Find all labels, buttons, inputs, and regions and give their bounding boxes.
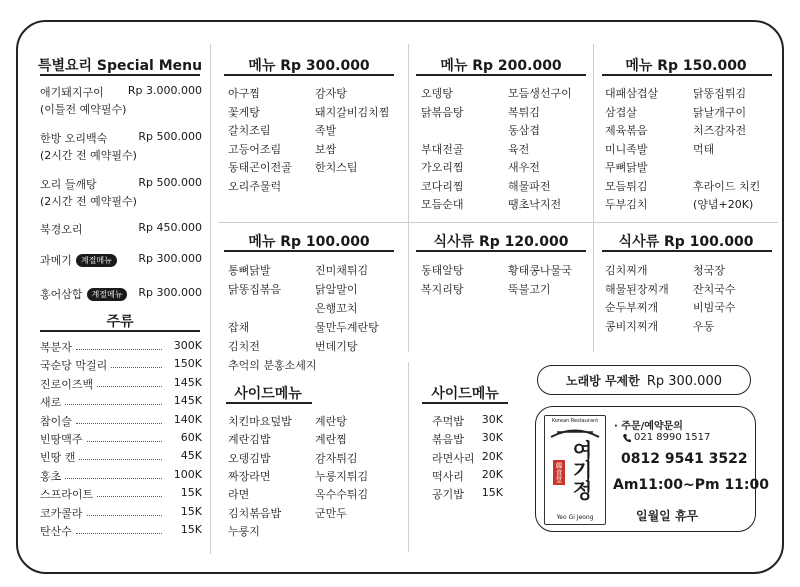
side-item: 짜장라면 <box>228 469 271 483</box>
menu-item: 은행꼬치 <box>315 302 358 315</box>
side-item-price: 20K <box>481 449 503 463</box>
leader-dots <box>87 515 162 516</box>
menu-item: 땡초낙지전 <box>508 198 562 211</box>
menu-item: 청국장 <box>693 264 725 277</box>
title-underline <box>416 250 586 252</box>
menu-item: 모듬튀김 <box>605 179 648 193</box>
menu-item: 번데기탕 <box>315 340 358 353</box>
drink-price: 140K <box>173 412 202 426</box>
special-item-price: Rp 450.000 <box>138 221 202 234</box>
side-item-price: 15K <box>481 486 503 500</box>
menu-item: 돼지갈비김치찜 <box>315 105 390 119</box>
menu-item: 순두부찌개 <box>605 301 659 314</box>
drink-name: 빈땅 캔 <box>40 451 76 465</box>
drink-price: 45K <box>180 449 202 463</box>
special-item-note: (2시간 전 예약필수) <box>40 149 137 162</box>
menu-board <box>16 20 784 574</box>
leader-dots <box>87 441 162 442</box>
logo-seal: 韓食堂 <box>555 462 563 483</box>
menu-item: 꽃게탕 <box>228 105 260 119</box>
leader-dots <box>111 367 162 368</box>
title-underline <box>40 74 200 76</box>
seasonal-badge: 계절메뉴 <box>87 288 128 301</box>
menu-item: 비빔국수 <box>693 301 736 314</box>
closed-day: 일월일 휴무 <box>636 509 699 523</box>
menu-item: 김치찌개 <box>605 264 648 277</box>
menu-item: 복튀김 <box>508 105 540 119</box>
special-item-price: Rp 3.000.000 <box>127 84 202 97</box>
logo-bottom-text: Yeo Gi Jeong <box>556 514 594 521</box>
side-item: 김치볶음밥 <box>228 506 282 520</box>
drink-price: 150K <box>173 357 202 371</box>
menu-item: 동태곤이전골 <box>228 161 292 174</box>
drink-name: 홍초 <box>40 469 62 483</box>
menu-item: 제육볶음 <box>605 124 648 137</box>
menu-item: 미니족발 <box>605 142 648 156</box>
menu-item: 우동 <box>693 319 715 333</box>
menu-item: 한치스팀 <box>315 161 358 174</box>
drink-price: 100K <box>173 467 202 481</box>
drink-name: 빈땅맥주 <box>40 433 83 446</box>
special-item-name: 애기돼지구이 <box>40 86 104 99</box>
drink-price: 15K <box>180 523 202 536</box>
drink-price: 300K <box>173 339 202 352</box>
title-underline <box>40 330 200 332</box>
special-item-name: 한방 오리백숙 <box>40 132 108 145</box>
menu-item: 황태콩나물국 <box>508 264 572 277</box>
menu-item: (양념+20K) <box>693 198 754 211</box>
title-underline <box>416 74 586 76</box>
side-item-name: 라면사리 <box>432 451 475 465</box>
logo-main-text: 여기정 <box>569 440 593 500</box>
side-item: 라면 <box>228 488 250 502</box>
side-item-price: 30K <box>481 413 503 426</box>
column-divider <box>408 362 409 552</box>
drink-name: 복분자 <box>40 341 72 354</box>
menu-item: 고등어조림 <box>228 142 282 156</box>
side-menu-title: 사이드메뉴 <box>234 386 302 402</box>
special-item-note: (2시간 전 예약필수) <box>40 195 137 208</box>
title-underline <box>602 250 772 252</box>
leader-dots <box>79 459 162 460</box>
side-item-name: 떡사리 <box>432 469 464 483</box>
restaurant-info-card <box>535 406 770 532</box>
side-item: 옥수수튀김 <box>315 488 369 502</box>
karaoke-label: 노래방 무제한 <box>565 374 640 388</box>
menu-150-title: 메뉴 Rp 150.000 <box>625 58 747 74</box>
menu-item: 닭볶음탕 <box>421 105 464 119</box>
menu-item: 뚝불고기 <box>508 282 551 296</box>
drink-price: 60K <box>180 431 202 444</box>
column-divider <box>408 228 409 352</box>
menu-item: 추억의 분홍소세지 <box>228 359 317 372</box>
column-divider <box>210 44 211 554</box>
column-divider <box>593 44 594 236</box>
landline-number: 021 8990 1517 <box>634 432 711 443</box>
special-item-name: 오리 들깨탕 <box>40 178 97 191</box>
menu-item: 오리주물럭 <box>228 179 282 193</box>
special-item-name: 북경오리 <box>40 223 83 236</box>
leader-dots <box>97 496 162 497</box>
drink-price: 145K <box>173 375 202 389</box>
leader-dots <box>65 404 162 405</box>
menu-item: 코다리찜 <box>421 179 464 193</box>
menu-item: 잔치국수 <box>693 282 736 296</box>
title-underline <box>224 250 394 252</box>
side-item-name: 주먹밥 <box>432 415 464 428</box>
title-underline <box>226 402 312 404</box>
special-item-note: (이틀전 예약필수) <box>40 103 127 116</box>
order-label: · 주문/예약문의 <box>614 421 683 432</box>
leader-dots <box>76 423 162 424</box>
leader-dots <box>97 386 162 387</box>
menu-item: 아구찜 <box>228 87 260 100</box>
menu-item: 새우전 <box>508 161 540 174</box>
menu-item: 복지리탕 <box>421 282 464 296</box>
menu-item: 모듬순대 <box>421 198 464 211</box>
menu-100-title: 메뉴 Rp 100.000 <box>248 234 370 250</box>
meal-120-title: 식사류 Rp 120.000 <box>433 234 569 250</box>
drink-price: 145K <box>173 394 202 408</box>
logo-box <box>544 415 606 525</box>
side-item: 계란탕 <box>315 415 347 428</box>
drink-name: 스프라이트 <box>40 488 94 502</box>
opening-hours: Am11:00~Pm 11:00 <box>613 477 770 493</box>
menu-item: 오뎅탕 <box>421 87 453 100</box>
special-item-name: 과메기 계절메뉴 <box>40 252 117 268</box>
menu-item: 닭날개구이 <box>693 105 747 119</box>
side-item-price: 20K <box>481 467 503 481</box>
menu-item: 닭똥집튀김 <box>693 87 747 100</box>
karaoke-banner <box>537 365 751 395</box>
drink-name: 탄산수 <box>40 525 72 538</box>
meal-100-title: 식사류 Rp 100.000 <box>618 234 754 250</box>
menu-item: 모듬생선구이 <box>508 87 572 100</box>
menu-item: 해물된장찌개 <box>605 282 669 296</box>
title-underline <box>602 74 772 76</box>
special-menu-title: 특별요리 Special Menu <box>37 58 203 74</box>
menu-item: 치즈감자전 <box>693 124 747 137</box>
seasonal-badge: 계절메뉴 <box>76 254 117 267</box>
menu-item: 갈치조림 <box>228 124 271 137</box>
phone-icon <box>622 433 631 443</box>
menu-item: 삼겹살 <box>605 105 637 119</box>
menu-item: 닭똥집볶음 <box>228 283 282 296</box>
drink-price: 15K <box>180 504 202 518</box>
special-item-name: 홍어삼합 계절메뉴 <box>40 286 127 302</box>
drinks-title: 주류 <box>106 314 134 330</box>
menu-300-title: 메뉴 Rp 300.000 <box>248 58 370 74</box>
special-item-price: Rp 300.000 <box>138 286 202 299</box>
logo-roof-icon <box>545 426 605 440</box>
menu-item: 후라이드 치킨 <box>693 179 761 193</box>
side-item-name: 볶음밥 <box>432 433 464 447</box>
menu-item: 가오리찜 <box>421 161 464 174</box>
drink-price: 15K <box>180 486 202 500</box>
menu-200-title: 메뉴 Rp 200.000 <box>440 58 562 74</box>
drink-name: 새로 <box>40 396 62 410</box>
side-item: 치킨마요덮밥 <box>228 415 292 428</box>
drink-name: 진로이즈백 <box>40 377 94 391</box>
column-divider <box>593 228 594 352</box>
special-item-price: Rp 500.000 <box>138 176 202 189</box>
menu-item: 해물파전 <box>508 179 551 193</box>
menu-item: 먹태 <box>693 142 715 156</box>
special-item-price: Rp 300.000 <box>138 252 202 265</box>
menu-item: 통뼈닭발 <box>228 264 271 277</box>
side-menu-2-title: 사이드메뉴 <box>431 386 499 402</box>
menu-item: 콩비지찌개 <box>605 319 659 333</box>
drink-name: 코카콜라 <box>40 506 83 520</box>
drink-name: 참이슬 <box>40 414 72 428</box>
menu-item: 진미채튀김 <box>315 264 369 277</box>
menu-item: 보쌈 <box>315 142 337 156</box>
mobile-number: 0812 9541 3522 <box>621 451 748 467</box>
side-item: 누룽지튀김 <box>315 469 369 483</box>
title-underline <box>224 74 394 76</box>
menu-item: 동삼겹 <box>508 124 540 137</box>
leader-dots <box>76 349 162 350</box>
side-item: 누룽지 <box>228 524 260 538</box>
karaoke-price: Rp 300.000 <box>646 374 722 389</box>
menu-item: 감자탕 <box>315 87 347 100</box>
menu-item: 대패삼겹살 <box>605 87 659 100</box>
leader-dots <box>65 478 162 479</box>
menu-item: 동태알탕 <box>421 264 464 277</box>
side-item: 군만두 <box>315 506 347 520</box>
menu-item: 김치전 <box>228 340 260 353</box>
row-divider <box>218 222 778 223</box>
side-item: 계란찜 <box>315 433 347 447</box>
menu-item: 육전 <box>508 142 530 156</box>
drink-name: 국순당 막걸리 <box>40 359 108 373</box>
side-item: 오뎅김밥 <box>228 451 271 465</box>
menu-item: 두부김치 <box>605 198 648 211</box>
menu-item: 닭알말이 <box>315 283 358 296</box>
side-item: 감자튀김 <box>315 451 358 465</box>
menu-item: 무뼈닭발 <box>605 161 648 174</box>
leader-dots <box>76 533 162 534</box>
side-item: 계란김밥 <box>228 433 271 447</box>
menu-item: 물만두계란탕 <box>315 321 379 334</box>
menu-item: 족발 <box>315 124 337 137</box>
title-underline <box>422 402 508 404</box>
side-item-name: 공기밥 <box>432 488 464 502</box>
side-item-price: 30K <box>481 431 503 445</box>
special-item-price: Rp 500.000 <box>138 130 202 143</box>
menu-item: 부대전골 <box>421 142 464 156</box>
menu-item: 잡채 <box>228 321 250 334</box>
column-divider <box>408 44 409 236</box>
logo-top-text: Korean Restaurant <box>551 418 599 424</box>
